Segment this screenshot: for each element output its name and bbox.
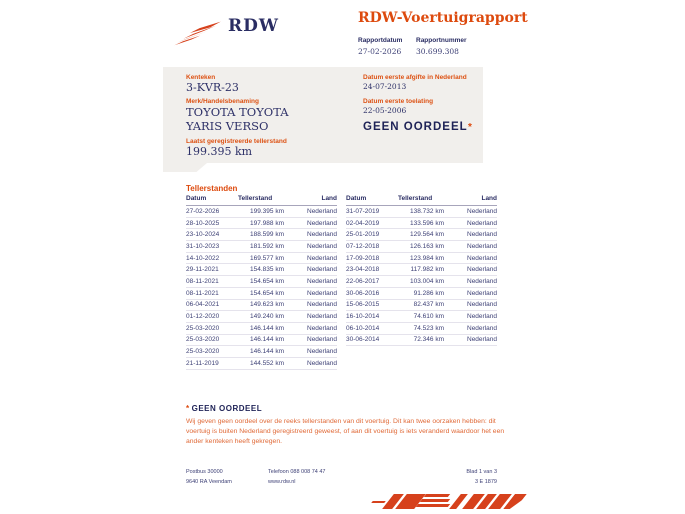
table-row [346, 300, 497, 312]
cell-tellerstand: 74.610 km [413, 313, 444, 321]
cell-datum: 23-04-2018 [346, 266, 380, 274]
table-body-left [186, 206, 337, 370]
cell-tellerstand: 74.523 km [413, 324, 444, 332]
cell-datum: 07-12-2018 [346, 242, 380, 250]
table-row [346, 229, 497, 241]
cell-tellerstand: 117.982 km [410, 266, 444, 274]
cell-land: Nederland [307, 359, 337, 367]
report-date-label: Rapportdatum [358, 37, 403, 44]
cell-land: Nederland [307, 348, 337, 356]
cell-datum: 22-06-2017 [346, 277, 380, 285]
note-heading-text: GEEN OORDEEL [191, 404, 263, 413]
table-row [186, 288, 337, 300]
cell-tellerstand: 199.395 km [250, 207, 284, 215]
kenteken-value: 3-KVR-23 [186, 81, 239, 94]
cell-datum: 17-09-2018 [346, 254, 380, 262]
page-title: RDW-Voertuigrapport [358, 10, 528, 26]
cell-land: Nederland [467, 289, 497, 297]
table-row [186, 264, 337, 276]
cell-datum: 15-06-2015 [346, 301, 380, 309]
cell-land: Nederland [307, 336, 337, 344]
cell-tellerstand: 154.654 km [250, 289, 284, 297]
cell-land: Nederland [307, 219, 337, 227]
tellerstanden-table-left [186, 195, 337, 370]
table-header [186, 195, 337, 206]
cell-datum: 27-02-2026 [186, 207, 220, 215]
cell-land: Nederland [467, 254, 497, 262]
cell-tellerstand: 72.346 km [413, 336, 444, 344]
cell-datum: 06-10-2014 [346, 324, 380, 332]
cell-land: Nederland [307, 313, 337, 321]
table-row [186, 335, 337, 347]
table-row [346, 323, 497, 335]
tellerstanden-title: Tellerstanden [186, 184, 238, 193]
vehicle-info-box-tab [163, 163, 207, 172]
rdw-wing-logo-icon [173, 20, 223, 46]
geen-oordeel-note [186, 404, 510, 447]
cell-land: Nederland [467, 219, 497, 227]
report-date-value: 27-02-2026 [358, 47, 402, 56]
cell-land: Nederland [467, 242, 497, 250]
cell-datum: 25-01-2019 [346, 231, 380, 239]
cell-tellerstand: 169.577 km [250, 254, 284, 262]
cell-datum: 29-11-2021 [186, 266, 219, 274]
column-header-tellerstand: Tellerstand [238, 195, 273, 202]
cell-tellerstand: 197.988 km [250, 219, 284, 227]
table-row [186, 346, 337, 358]
footer-form-code: 3 E 1879 [474, 478, 497, 485]
laatste-tellerstand-label: Laatst geregistreerde tellerstand [186, 138, 287, 145]
tellerstanden-tables [186, 195, 497, 370]
afgifte-value: 24-07-2013 [363, 82, 407, 91]
cell-datum: 08-11-2021 [186, 289, 219, 297]
cell-land: Nederland [467, 301, 497, 309]
cell-datum: 21-11-2019 [186, 359, 219, 367]
cell-datum: 25-03-2020 [186, 324, 220, 332]
cell-land: Nederland [307, 242, 337, 250]
merk-line2: YARIS VERSO [186, 119, 269, 133]
cell-tellerstand: 154.835 km [250, 266, 284, 274]
rdw-logo-text: RDW [228, 16, 279, 36]
cell-land: Nederland [307, 277, 337, 285]
cell-datum: 02-04-2019 [346, 219, 380, 227]
afgifte-label: Datum eerste afgifte in Nederland [363, 74, 467, 81]
cell-tellerstand: 146.144 km [250, 336, 284, 344]
cell-tellerstand: 123.984 km [410, 254, 444, 262]
cell-land: Nederland [307, 231, 337, 239]
merk-line1: TOYOTA TOYOTA [186, 105, 289, 119]
cell-datum: 14-10-2022 [186, 254, 220, 262]
report-meta [358, 37, 467, 56]
cell-datum: 16-10-2014 [346, 313, 380, 321]
cell-datum: 25-03-2020 [186, 336, 220, 344]
note-asterisk: * [186, 404, 190, 413]
cell-land: Nederland [307, 266, 337, 274]
report-number-label: Rapportnummer [416, 37, 467, 44]
table-row [346, 288, 497, 300]
table-row [346, 335, 497, 347]
cell-tellerstand: 138.732 km [410, 207, 444, 215]
footer-website: www.rdw.nl [268, 478, 296, 485]
cell-land: Nederland [467, 277, 497, 285]
cell-tellerstand: 103.004 km [410, 277, 444, 285]
table-row [346, 311, 497, 323]
table-header [346, 195, 497, 206]
cell-land: Nederland [307, 324, 337, 332]
cell-land: Nederland [307, 289, 337, 297]
table-row [346, 264, 497, 276]
table-row [186, 311, 337, 323]
kenteken-label: Kenteken [186, 74, 216, 81]
table-row [186, 276, 337, 288]
cell-land: Nederland [307, 207, 337, 215]
table-body-right [346, 206, 497, 346]
cell-tellerstand: 146.144 km [250, 324, 284, 332]
cell-tellerstand: 129.564 km [410, 231, 444, 239]
cell-tellerstand: 126.163 km [410, 242, 444, 250]
table-row [186, 253, 337, 265]
cell-datum: 08-11-2021 [186, 277, 219, 285]
cell-datum: 31-07-2019 [346, 207, 380, 215]
cell-land: Nederland [307, 254, 337, 262]
cell-datum: 31-10-2023 [186, 242, 220, 250]
table-row [346, 253, 497, 265]
table-row [346, 206, 497, 218]
merk-label: Merk/Handelsbenaming [186, 98, 259, 105]
cell-land: Nederland [467, 207, 497, 215]
footer-address-line2: 9640 RA Veendam [186, 478, 232, 485]
cell-tellerstand: 154.654 km [250, 277, 284, 285]
cell-tellerstand: 181.592 km [250, 242, 284, 250]
table-row [186, 300, 337, 312]
cell-land: Nederland [467, 266, 497, 274]
column-header-datum: Datum [186, 195, 207, 202]
cell-land: Nederland [307, 301, 337, 309]
footer-address-line1: Postbus 30000 [186, 469, 223, 475]
cell-datum: 30-06-2016 [346, 289, 380, 297]
laatste-tellerstand-value: 199.395 km [186, 145, 253, 158]
page-footer [186, 468, 497, 487]
cell-land: Nederland [467, 336, 497, 344]
cell-land: Nederland [467, 324, 497, 332]
cell-datum: 30-06-2014 [346, 336, 380, 344]
cell-datum: 25-03-2020 [186, 348, 220, 356]
table-row [186, 229, 337, 241]
cell-tellerstand: 82.437 km [413, 301, 444, 309]
cell-datum: 01-12-2020 [186, 313, 220, 321]
column-header-land: Land [321, 195, 337, 202]
cell-datum: 06-04-2021 [186, 301, 220, 309]
table-row [346, 241, 497, 253]
cell-datum: 28-10-2025 [186, 219, 220, 227]
note-body: Wij geven geen oordeel over de reeks tellerstanden van dit voertuig. Dit kan twee oorzaken hebben: dit voertuig is buiten Nederland geregistreerd geweest, of aan dit voertuig is iets veranderd waardoor het een ander kenteken heeft gekregen. [186, 418, 505, 445]
note-heading [186, 404, 510, 413]
toelating-label: Datum eerste toelating [363, 98, 434, 105]
table-row [186, 358, 337, 370]
table-row [186, 218, 337, 230]
cell-land: Nederland [467, 231, 497, 239]
column-header-tellerstand: Tellerstand [398, 195, 433, 202]
footer-phone: Telefoon 088 008 74 47 [268, 469, 326, 475]
cell-tellerstand: 188.599 km [250, 231, 284, 239]
toelating-value: 22-05-2006 [363, 106, 407, 115]
table-row [346, 218, 497, 230]
cell-datum: 23-10-2024 [186, 231, 220, 239]
column-header-land: Land [481, 195, 497, 202]
cell-tellerstand: 144.552 km [250, 359, 284, 367]
oordeel-badge: GEEN OORDEEL [363, 121, 468, 133]
column-header-datum: Datum [346, 195, 367, 202]
cell-tellerstand: 133.596 km [410, 219, 444, 227]
footer-page-number: Blad 1 van 3 [466, 469, 497, 475]
tellerstanden-table-right [346, 195, 497, 370]
table-row [186, 323, 337, 335]
report-number-value: 30.699.308 [416, 47, 459, 56]
oordeel-asterisk: * [468, 122, 472, 133]
cell-tellerstand: 149.623 km [250, 301, 284, 309]
table-row [186, 206, 337, 218]
cell-tellerstand: 91.286 km [413, 289, 444, 297]
table-row [186, 241, 337, 253]
cell-tellerstand: 146.144 km [250, 348, 284, 356]
table-row [346, 276, 497, 288]
cell-tellerstand: 149.240 km [250, 313, 284, 321]
cell-land: Nederland [467, 313, 497, 321]
